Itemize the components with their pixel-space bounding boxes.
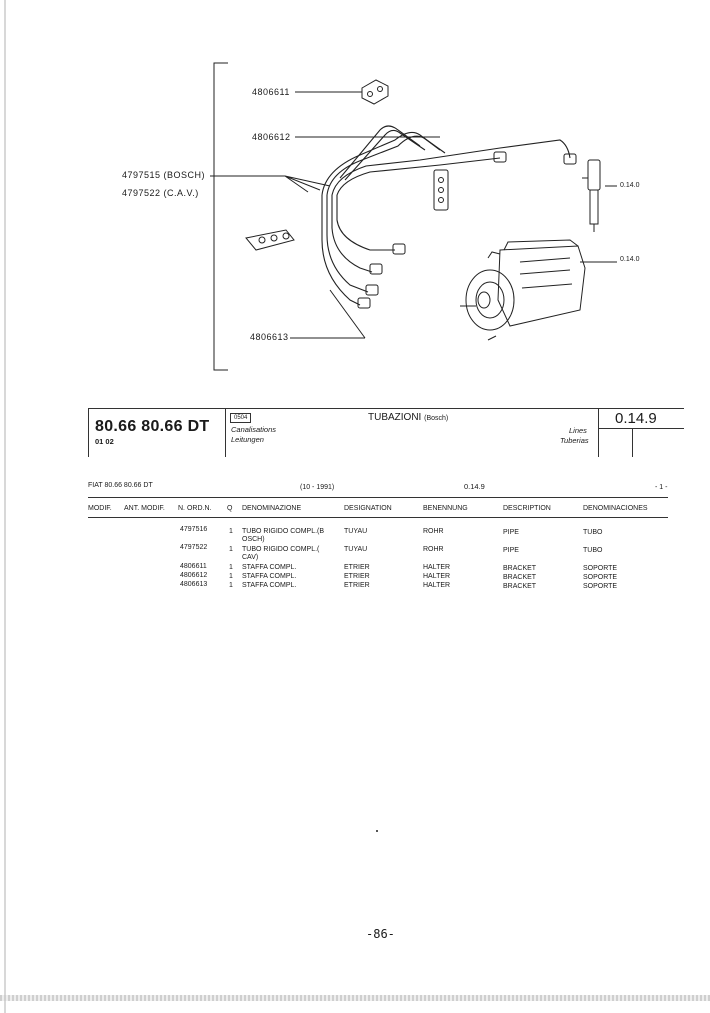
row-part-number: 4797516 [180,526,208,533]
row-benennung: ROHR [423,546,444,553]
page-ref: 0.14.9 [615,410,657,427]
row-part-number: 4806612 [180,572,208,579]
section-title-main: TUBAZIONI [368,412,422,423]
title-en: Lines [569,426,587,435]
row-denominazione-cont: OSCH) [242,536,265,543]
title-de: Leitungen [231,435,264,444]
row-description: BRACKET [503,574,537,581]
row-denominacion: SOPORTE [583,574,618,581]
col-ant-modif: ANT. MODIF. [124,505,165,512]
row-qty: 1 [229,582,233,589]
callout-ref-injector: 0.14.0 [620,182,640,189]
scan-footer-strip [0,995,710,1001]
callout-4797522: 4797522 (C.A.V.) [122,188,199,198]
col-de: BENENNUNG [423,505,468,512]
callout-4806611: 4806611 [252,87,290,97]
col-fr: DESIGNATION [344,505,392,512]
col-it: DENOMINAZIONE [242,505,302,512]
section-title-suffix: (Bosch) [424,415,449,422]
exploded-diagram [0,0,710,400]
row-qty: 1 [229,528,233,535]
callout-ref-pump: 0.14.0 [620,256,640,263]
callout-4806612: 4806612 [252,132,291,142]
col-en: DESCRIPTION [503,505,551,512]
row-benennung: HALTER [423,573,451,580]
row-denominazione: STAFFA COMPL. [242,564,297,571]
row-designation: ETRIER [344,573,370,580]
row-qty: 1 [229,546,233,553]
row-qty: 1 [229,573,233,580]
listing-date: (10 - 1991) [300,484,335,491]
section-title [368,412,448,423]
row-qty: 1 [229,564,233,571]
row-denominacion: SOPORTE [583,583,618,590]
model-code: 01 02 [95,437,114,446]
row-description: PIPE [503,529,519,536]
row-benennung: HALTER [423,582,451,589]
col-qty: Q [227,505,233,512]
row-description: PIPE [503,547,519,554]
listing-sheet: - 1 - [655,484,668,491]
row-denominacion: SOPORTE [583,565,618,572]
row-benennung: ROHR [423,528,444,535]
callout-4797515: 4797515 (BOSCH) [122,170,206,180]
col-es: DENOMINACIONES [583,505,648,512]
row-designation: TUYAU [344,528,368,535]
model-name: 80.66 80.66 DT [95,418,210,435]
row-denominazione-cont: CAV) [242,554,259,561]
row-denominazione: STAFFA COMPL. [242,582,297,589]
row-denominacion: TUBO [583,547,603,554]
section-badge: 0504 [230,413,251,423]
title-es: Tuberias [560,436,589,445]
row-designation: ETRIER [344,582,370,589]
row-designation: TUYAU [344,546,368,553]
callout-4806613: 4806613 [250,332,289,342]
row-description: BRACKET [503,583,537,590]
row-denominacion: TUBO [583,529,603,536]
scan-speck [376,830,378,832]
col-modif: MODIF. [88,505,112,512]
col-num: N. ORD.N. [178,505,212,512]
row-part-number: 4806611 [180,563,207,570]
listing-vehicle: FIAT 80.66 80.66 DT [88,482,153,489]
row-part-number: 4806613 [180,581,208,588]
row-denominazione: TUBO RIGIDO COMPL.( [242,546,320,553]
page-number: -86- [366,927,395,941]
row-description: BRACKET [503,565,537,572]
row-designation: ETRIER [344,564,370,571]
listing-group: 0.14.9 [464,482,485,491]
row-denominazione: STAFFA COMPL. [242,573,297,580]
row-part-number: 4797522 [180,544,208,551]
title-fr: Canalisations [231,425,277,434]
row-benennung: HALTER [423,564,451,571]
row-denominazione: TUBO RIGIDO COMPL.(B [242,528,325,535]
